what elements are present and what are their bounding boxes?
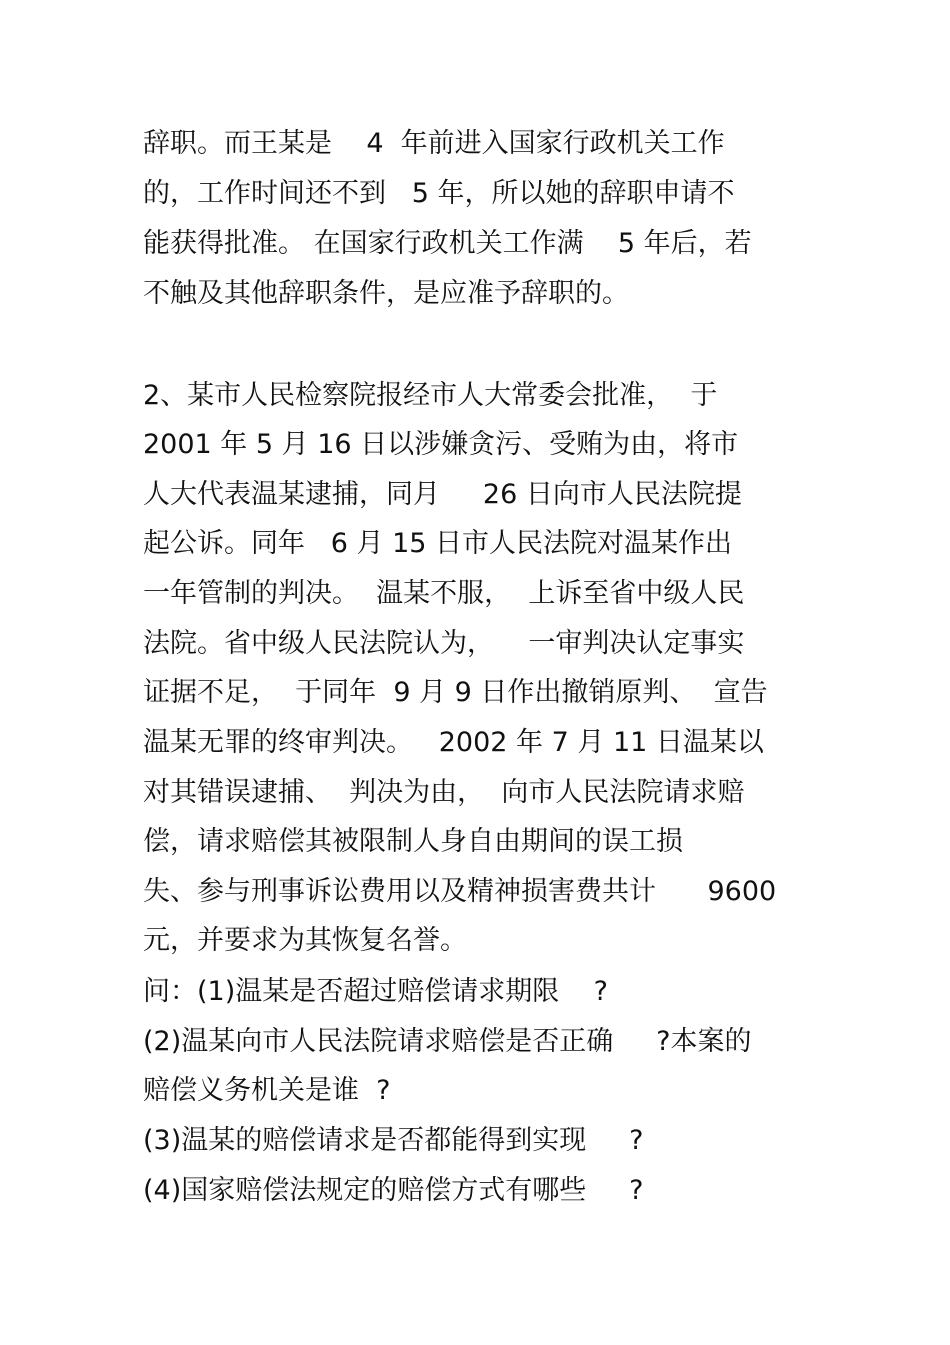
text-line: 2、某市人民检察院报经市人大常委会批准， 于 <box>143 380 718 411</box>
text-line: 法院。省中级人民法院认为， 一审判决认定事实 <box>143 628 745 659</box>
text-line: 偿，请求赔偿其被限制人身自由期间的误工损 <box>143 826 683 857</box>
question-line: 赔偿义务机关是谁 ? <box>143 1075 391 1106</box>
text-line: 一年管制的判决。 温某不服， 上诉至省中级人民 <box>143 578 745 609</box>
text-line: 人大代表温某逮捕，同月 26 日向市人民法院提 <box>143 479 742 510</box>
text-line: 对其错误逮捕、 判决为由， 向市人民法院请求赔 <box>143 777 745 808</box>
text-line: 温某无罪的终审判决。 2002 年 7 月 11 日温某以 <box>143 727 764 758</box>
text-line: 2001 年 5 月 16 日以涉嫌贪污、受贿为由，将市 <box>143 429 739 460</box>
question-line: 问：(1)温某是否超过赔偿请求期限 ? <box>143 976 608 1007</box>
text-line: 能获得批准。 在国家行政机关工作满 5 年后，若 <box>143 228 752 259</box>
text-line: 失、参与刑事诉讼费用以及精神损害费共计 9600 <box>143 876 777 907</box>
text-line: 证据不足， 于同年 9 月 9 日作出撤销原判、 宣告 <box>143 677 768 708</box>
text-line: 的，工作时间还不到 5 年，所以她的辞职申请不 <box>143 178 735 209</box>
question-line: (3)温某的赔偿请求是否都能得到实现 ? <box>143 1125 644 1156</box>
question-line: (4)国家赔偿法规定的赔偿方式有哪些 ? <box>143 1175 644 1206</box>
text-line: 不触及其他辞职条件，是应准予辞职的。 <box>143 278 629 309</box>
text-line: 元，并要求为其恢复名誉。 <box>143 925 467 956</box>
question-line: (2)温某向市人民法院请求赔偿是否正确 ?本案的 <box>143 1026 752 1057</box>
text-line: 辞职。而王某是 4 年前进入国家行政机关工作 <box>143 128 725 159</box>
text-line: 起公诉。同年 6 月 15 日市人民法院对温某作出 <box>143 528 733 559</box>
